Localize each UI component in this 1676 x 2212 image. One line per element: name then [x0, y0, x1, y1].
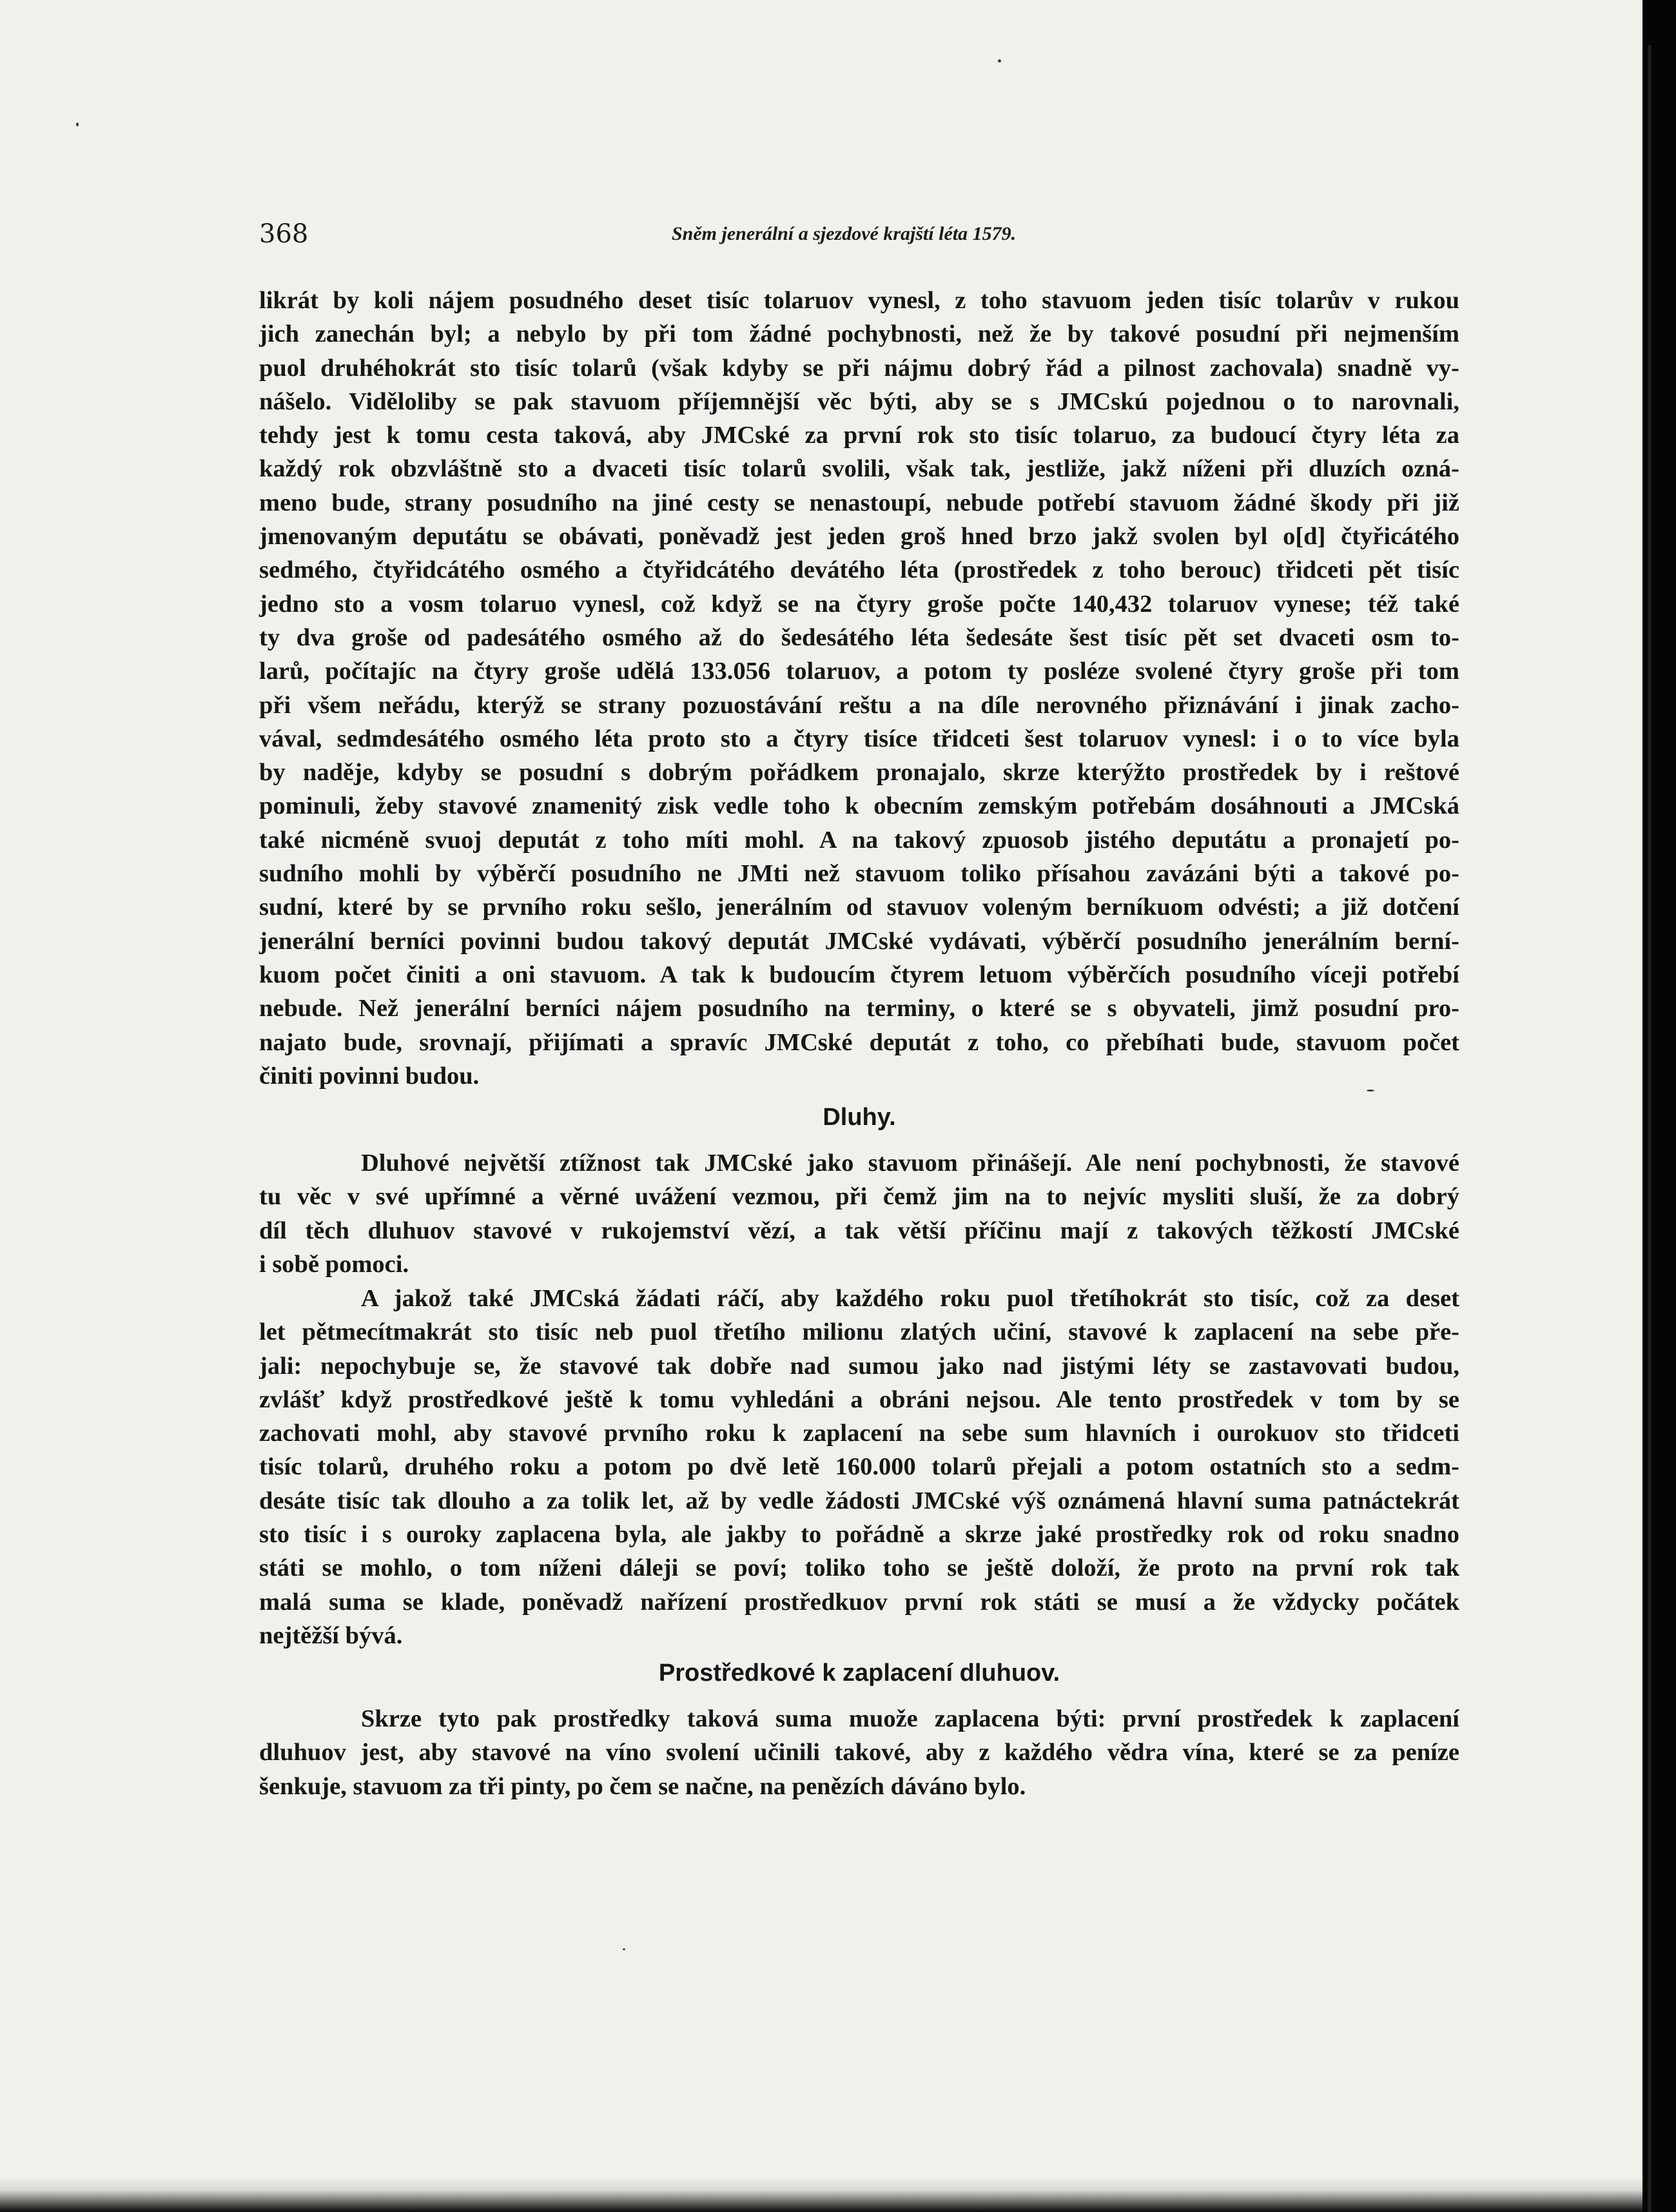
- dluhy-paragraph-2: [259, 1282, 1459, 1652]
- text-line: Dluhové největší ztížnost tak JMCské jako stavuom přinášejí. Ale není pochybnosti, že stavové: [361, 1150, 1459, 1177]
- text-line: larů, počítajíc na čtyry groše udělá 133.056 tolaruov, a potom ty posléze svolené čtyry groše při tom: [259, 658, 1459, 685]
- text-line: jali: nepochybuje se, že stavové tak dobře nad sumou jako nad jistými léty se zastavovati budou,: [259, 1352, 1459, 1380]
- text-line: kuom počet činiti a oni stavuom. A tak k budoucím čtyrem letuom výběrčích posudního víceji potřebí: [259, 961, 1459, 988]
- text-line: vával, sedmdesátého osmého léta proto sto a čtyry tisíce třidceti šest tolaruov vynesl: i o to více byla: [259, 725, 1459, 752]
- section-heading-prostredkove: Prostředkové k zaplacení dluhuov.: [658, 1659, 1060, 1687]
- text-line: jich zanechán byl; a nebylo by při tom žádné pochybnosti, než že by takové posudní při nejmenším: [259, 320, 1459, 348]
- scan-speck: [623, 1948, 625, 1950]
- text-line: tisíc tolarů, druhého roku a potom po dvě letě 160.000 tolarů přejali a potom ostatních sto a sedm-: [259, 1453, 1459, 1481]
- scan-edge-strip: [1648, 45, 1652, 2212]
- text-line: dluhuov jest, aby stavové na víno svolení učinili takové, aby z každého vědra vína, které se za peníze: [259, 1739, 1459, 1767]
- text-line: tehdy jest k tomu cesta taková, aby JMCské za první rok sto tisíc tolaruo, za budoucí čtyry léta za: [259, 422, 1459, 449]
- text-line: sedmého, čtyřidcátého osmého a čtyřidcátého devátého léta (prostředek z toho berouc) třidceti pět tisíc: [259, 556, 1459, 584]
- text-line: jenerální berníci povinni budou takový deputát JMCské vydávati, výběrčí posudního jenerálním berní-: [259, 927, 1459, 955]
- body-paragraph-1: [259, 284, 1459, 1093]
- text-line: najato bude, srovnají, přijímati a spravíc JMCské deputát z toho, co přebíhati bude, stavuom počet: [259, 1028, 1459, 1056]
- text-line: by naděje, kdyby se posudní s dobrým pořádkem pronajalo, skrze kterýžto prostředek by i reštové: [259, 759, 1459, 787]
- text-line: nebude. Než jenerální berníci nájem posudního na terminy, o které se s obyvateli, jimž posudní pro-: [259, 995, 1459, 1023]
- text-line: ty dva groše od padesátého osmého až do šedesátého léta šedesáte šest tisíc pět set dvaceti osm to-: [259, 623, 1459, 651]
- prostredkove-paragraph-1: [259, 1702, 1459, 1803]
- text-line: každý rok obzvláštně sto a dvaceti tisíc tolarů svolili, však tak, jestliže, jakž níženi při dluzích ozná-: [259, 455, 1459, 483]
- text-line: nášelo. Viděloliby se pak stavuom příjemnější věc býti, aby se s JMCskú pojednou o to narovnali,: [259, 387, 1459, 415]
- text-line: Skrze tyto pak prostředky taková suma muože zaplacena býti: první prostředek k zaplacení: [361, 1705, 1459, 1732]
- text-line: zachovati mohl, aby stavové prvního roku k zaplacení na sebe sum hlavních i ourokuov sto třidceti: [259, 1420, 1459, 1447]
- scan-speck: [1367, 1090, 1374, 1091]
- text-line: likrát by koli nájem posudného deset tisíc tolaruov vynesl, z toho stavuom jeden tisíc tolarův v rukou: [259, 287, 1459, 314]
- text-line: státi se mohlo, o tom níženi dáleji se poví; toliko toho se ještě doloží, že proto na první rok tak: [259, 1554, 1459, 1582]
- scan-speck: [998, 59, 1001, 63]
- text-line: jedno sto a vosm tolaruo vynesl, což když se na čtyry groše počte 140,432 tolaruov vynese; též také: [259, 590, 1459, 618]
- text-line: šenkuje, stavuom za tři pinty, po čem se načne, na penězích dáváno bylo.: [259, 1772, 1026, 1800]
- text-line: zvlášť když prostředkové ještě k tomu vyhledáni a obráni nejsou. Ale tento prostředek v tom by se: [259, 1385, 1459, 1413]
- text-line: malá suma se klade, poněvadž nařízení prostředkuov první rok státi se musí a že vždycky počátek: [259, 1588, 1459, 1616]
- text-line: tu věc v své upřímné a věrné uvážení vezmou, při čemž jim na to nejvíc mysliti sluší, že za dobrý: [259, 1183, 1459, 1211]
- text-line: A jakož také JMCská žádati ráčí, aby každého roku puol třetíhokrát sto tisíc, což za deset: [361, 1285, 1459, 1312]
- text-line: činiti povinni budou.: [259, 1062, 480, 1090]
- scan-bottom-edge: [0, 2176, 1642, 2212]
- text-line: i sobě pomoci.: [259, 1250, 409, 1278]
- text-line: sto tisíc i s ouroky zaplacena byla, ale jakby to pořádně a skrze jaké prostředky rok od roku snadno: [259, 1521, 1459, 1549]
- text-line: nejtěžší bývá.: [259, 1621, 403, 1649]
- text-line: při všem neřádu, kterýž se strany pozuostávání reštu a na díle nerovného přiznávání i jinak zacho-: [259, 691, 1459, 719]
- text-line: pominuli, žeby stavové znamenitý zisk vedle toho k obecním zemským potřebám dosáhnouti a JMCská: [259, 792, 1459, 820]
- page-number: 368: [259, 219, 309, 249]
- text-line: let pětmecítmakrát sto tisíc neb puol třetího milionu zlatých učiní, stavové k zaplacení na sebe pře-: [259, 1318, 1459, 1346]
- dluhy-paragraph-1: [259, 1146, 1459, 1281]
- running-head: Sněm jenerální a sjezdové krajští léta 1579.: [672, 223, 1017, 244]
- text-line: meno bude, strany posudního na jiné cesty se nenastoupí, nebude potřebí stavuom žádné škody při již: [259, 489, 1459, 516]
- page-header: [259, 219, 1394, 258]
- text-line: sudní, které by se prvního roku sešlo, jenerálním od stavuov voleným berníkuom odvésti; a již dotčení: [259, 894, 1459, 921]
- text-line: také nicméně svuoj deputát z toho míti mohl. A na takový zpuosob jistého deputátu a pronajetí po-: [259, 826, 1459, 854]
- text-line: sudního mohli by výběrčí posudního ne JMti než stavuom toliko přísahou zavázáni býti a takové po-: [259, 860, 1459, 888]
- text-line: desáte tisíc tak dlouho a za tolik let, až by vedle žádosti JMCské výš oznámená hlavní suma patnáctekrát: [259, 1487, 1459, 1514]
- section-heading-dluhy: Dluhy.: [823, 1104, 896, 1131]
- scan-speck: [76, 122, 79, 126]
- text-line: puol druhéhokrát sto tisíc tolarů (však kdyby se při nájmu dobrý řád a pilnost zachovala) snadně vy-: [259, 354, 1459, 382]
- text-line: díl těch dluhuov stavové v rukojemství vězí, a tak větší příčinu mají z takových těžkostí JMCské: [259, 1217, 1459, 1244]
- text-line: jmenovaným deputátu se obávati, poněvadž jest jeden groš hned brzo jakž svolen byl o[d] čtyřicátého: [259, 523, 1459, 551]
